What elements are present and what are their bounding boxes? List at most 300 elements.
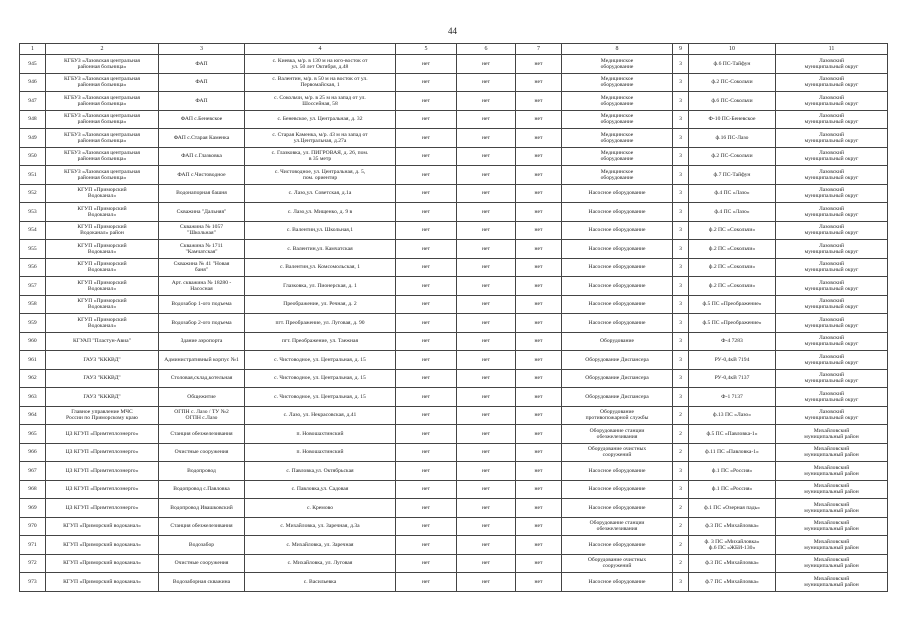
col6-value-cell: нет bbox=[457, 147, 516, 166]
category-cell: 3 bbox=[673, 55, 689, 74]
header-cell-1: 1 bbox=[20, 44, 46, 55]
row-number-cell: 969 bbox=[20, 499, 46, 518]
equipment-type-cell: Насосное оборудование bbox=[562, 277, 673, 296]
object-name-cell: Водозабор bbox=[159, 536, 245, 555]
equipment-type-cell: Оборудование очистных сооружений bbox=[562, 554, 673, 573]
col5-value-cell: нет bbox=[396, 351, 457, 370]
col6-value-cell: нет bbox=[457, 388, 516, 407]
col5-value-cell: нет bbox=[396, 443, 457, 462]
object-name-cell: Скважина № 1057 "Школьная" bbox=[159, 221, 245, 240]
organization-cell: КГБУЗ «Лазовская центральная районная больница» bbox=[46, 129, 159, 148]
category-cell: 3 bbox=[673, 129, 689, 148]
address-cell: с. Валентин,ул. Камчатская bbox=[245, 240, 396, 259]
organization-cell: КГУП «Приморский Водоканал» bbox=[46, 240, 159, 259]
district-cell: Лазовский муниципальный округ bbox=[776, 351, 888, 370]
category-cell: 3 bbox=[673, 92, 689, 111]
address-cell: с. Чистоводное, ул. Центральная, д. 15 bbox=[245, 351, 396, 370]
table-row bbox=[20, 314, 888, 333]
district-cell: Лазовский муниципальный округ bbox=[776, 277, 888, 296]
feeder-cell: ф.2 ПС «Сокольчи» bbox=[689, 277, 776, 296]
equipment-type-cell: Насосное оборудование bbox=[562, 184, 673, 203]
address-cell: с. Чистоводное, ул. Центральная, д. 15 bbox=[245, 369, 396, 388]
district-cell: Лазовский муниципальный округ bbox=[776, 314, 888, 333]
col5-value-cell: нет bbox=[396, 147, 457, 166]
organization-cell: КГБУЗ «Лазовская центральная районная больница» bbox=[46, 166, 159, 185]
col7-value-cell: нет bbox=[516, 73, 562, 92]
object-name-cell: Арт. скважина № 18280 - Насосная bbox=[159, 277, 245, 296]
district-cell: Лазовский муниципальный округ bbox=[776, 55, 888, 74]
row-number-cell: 958 bbox=[20, 295, 46, 314]
category-cell: 3 bbox=[673, 462, 689, 481]
feeder-cell: ф.5 ПС «Преображение» bbox=[689, 295, 776, 314]
table-row bbox=[20, 92, 888, 111]
feeder-cell: ф.3 ПС «Михайловка» bbox=[689, 554, 776, 573]
col6-value-cell: нет bbox=[457, 425, 516, 444]
table-row bbox=[20, 110, 888, 129]
organization-cell: КГБУЗ «Лазовская центральная районная больница» bbox=[46, 92, 159, 111]
header-cell-6: 6 bbox=[457, 44, 516, 55]
equipment-type-cell: Оборудование Диспансера bbox=[562, 351, 673, 370]
organization-cell: ГАУЗ "КККВД" bbox=[46, 388, 159, 407]
col6-value-cell: нет bbox=[457, 369, 516, 388]
category-cell: 3 bbox=[673, 184, 689, 203]
table-row bbox=[20, 406, 888, 425]
col5-value-cell: нет bbox=[396, 425, 457, 444]
col5-value-cell: нет bbox=[396, 462, 457, 481]
col5-value-cell: нет bbox=[396, 203, 457, 222]
row-number-cell: 946 bbox=[20, 73, 46, 92]
col7-value-cell: нет bbox=[516, 480, 562, 499]
equipment-type-cell: Медицинское оборудование bbox=[562, 110, 673, 129]
col5-value-cell: нет bbox=[396, 295, 457, 314]
table-row bbox=[20, 332, 888, 351]
organization-cell: КГУП «Приморский Водоканал» bbox=[46, 295, 159, 314]
organization-cell: ЦЗ КГУП «Примтеплоэнерго» bbox=[46, 480, 159, 499]
feeder-cell: ф.7 ПС «Михайловка» bbox=[689, 573, 776, 592]
feeder-cell: ф.6 ПС-Тайфун bbox=[689, 55, 776, 74]
district-cell: Михайловский муниципальный район bbox=[776, 554, 888, 573]
organization-cell: КГБУЗ «Лазовская центральная районная больница» bbox=[46, 73, 159, 92]
organization-cell: КГУП «Приморский Водоканал» bbox=[46, 184, 159, 203]
row-number-cell: 972 bbox=[20, 554, 46, 573]
object-name-cell: Водопровод bbox=[159, 462, 245, 481]
organization-cell: ЦЗ КГУП «Примтеплоэнерго» bbox=[46, 425, 159, 444]
equipment-type-cell: Насосное оборудование bbox=[562, 295, 673, 314]
address-cell: пгт. Преображение, ул. Луговая, д. 90 bbox=[245, 314, 396, 333]
category-cell: 3 bbox=[673, 314, 689, 333]
category-cell: 3 bbox=[673, 258, 689, 277]
feeder-cell: ф.1 ПС «Озерная падь» bbox=[689, 499, 776, 518]
header-cell-9: 9 bbox=[673, 44, 689, 55]
col7-value-cell: нет bbox=[516, 295, 562, 314]
equipment-type-cell: Оборудование очистных сооружений bbox=[562, 443, 673, 462]
organization-cell: КГУП «Приморский водоканал» bbox=[46, 554, 159, 573]
table-row bbox=[20, 554, 888, 573]
category-cell: 3 bbox=[673, 203, 689, 222]
col7-value-cell: нет bbox=[516, 369, 562, 388]
row-number-cell: 971 bbox=[20, 536, 46, 555]
feeder-cell: ф.2 ПС-Сокольчи bbox=[689, 73, 776, 92]
col6-value-cell: нет bbox=[457, 203, 516, 222]
address-cell: с. Михайловка, ул. Луговая bbox=[245, 554, 396, 573]
equipment-type-cell: Медицинское оборудование bbox=[562, 92, 673, 111]
organization-cell: КГУП «Приморский Водоканал» bbox=[46, 203, 159, 222]
col5-value-cell: нет bbox=[396, 406, 457, 425]
col5-value-cell: нет bbox=[396, 388, 457, 407]
district-cell: Михайловский муниципальный район bbox=[776, 443, 888, 462]
district-cell: Михайловский муниципальный район bbox=[776, 536, 888, 555]
address-cell: с. Чистоводное, ул. Центральная, д. 15 bbox=[245, 388, 396, 407]
object-name-cell: ФАП bbox=[159, 55, 245, 74]
equipment-type-cell: Насосное оборудование bbox=[562, 203, 673, 222]
table-row bbox=[20, 55, 888, 74]
equipment-type-cell: Медицинское оборудование bbox=[562, 73, 673, 92]
feeder-cell: ф.2 ПС «Сокольчи» bbox=[689, 221, 776, 240]
table-row bbox=[20, 388, 888, 407]
address-cell: с. Кремово bbox=[245, 499, 396, 518]
feeder-cell: ф.2 ПС «Сокольчи» bbox=[689, 258, 776, 277]
col5-value-cell: нет bbox=[396, 517, 457, 536]
district-cell: Михайловский муниципальный район bbox=[776, 425, 888, 444]
organization-cell: КГБУЗ «Лазовская центральная районная больница» bbox=[46, 147, 159, 166]
address-cell: Глазковка, ул. Пионерская, д. 1 bbox=[245, 277, 396, 296]
header-cell-2: 2 bbox=[46, 44, 159, 55]
col7-value-cell: нет bbox=[516, 573, 562, 592]
row-number-cell: 961 bbox=[20, 351, 46, 370]
organization-cell: КГУП «Приморский Водоканал» bbox=[46, 314, 159, 333]
organization-cell: КГУП «Приморский водоканал» bbox=[46, 573, 159, 592]
col5-value-cell: нет bbox=[396, 110, 457, 129]
row-number-cell: 962 bbox=[20, 369, 46, 388]
header-cell-8: 8 bbox=[562, 44, 673, 55]
address-cell: с. Лазо,ул. Советская, д.1а bbox=[245, 184, 396, 203]
object-name-cell: Общежитие bbox=[159, 388, 245, 407]
col7-value-cell: нет bbox=[516, 129, 562, 148]
col7-value-cell: нет bbox=[516, 406, 562, 425]
feeder-cell: ф.1 ПС «Россия» bbox=[689, 462, 776, 481]
organization-cell: КГУП «Приморский Водоканал» bbox=[46, 258, 159, 277]
equipment-type-cell: Оборудование станции обезжелезивания bbox=[562, 517, 673, 536]
equipment-type-cell: Оборудование bbox=[562, 332, 673, 351]
row-number-cell: 967 bbox=[20, 462, 46, 481]
category-cell: 3 bbox=[673, 369, 689, 388]
col6-value-cell: нет bbox=[457, 277, 516, 296]
category-cell: 3 bbox=[673, 110, 689, 129]
row-number-cell: 954 bbox=[20, 221, 46, 240]
col7-value-cell: нет bbox=[516, 277, 562, 296]
district-cell: Лазовский муниципальный округ bbox=[776, 73, 888, 92]
object-name-cell: Водонапорная башня bbox=[159, 184, 245, 203]
object-name-cell: ФАП с.Старая Каменка bbox=[159, 129, 245, 148]
col7-value-cell: нет bbox=[516, 55, 562, 74]
address-cell: пгт. Преображение, ул. Таежная bbox=[245, 332, 396, 351]
col7-value-cell: нет bbox=[516, 110, 562, 129]
row-number-cell: 956 bbox=[20, 258, 46, 277]
organization-cell: КГУАП "Пластун-Авиа" bbox=[46, 332, 159, 351]
col6-value-cell: нет bbox=[457, 314, 516, 333]
address-cell: с. Михайловка, ул. Заречная bbox=[245, 536, 396, 555]
col6-value-cell: нет bbox=[457, 443, 516, 462]
district-cell: Лазовский муниципальный округ bbox=[776, 92, 888, 111]
organization-cell: КГБУЗ «Лазовская центральная районная больница» bbox=[46, 55, 159, 74]
category-cell: 2 bbox=[673, 406, 689, 425]
organization-cell: КГУП «Приморский водоканал» bbox=[46, 517, 159, 536]
col5-value-cell: нет bbox=[396, 499, 457, 518]
address-cell: п. Новошахтинский bbox=[245, 443, 396, 462]
district-cell: Лазовский муниципальный округ bbox=[776, 258, 888, 277]
district-cell: Лазовский муниципальный округ bbox=[776, 203, 888, 222]
col7-value-cell: нет bbox=[516, 388, 562, 407]
col6-value-cell: нет bbox=[457, 462, 516, 481]
row-number-cell: 959 bbox=[20, 314, 46, 333]
col5-value-cell: нет bbox=[396, 166, 457, 185]
col7-value-cell: нет bbox=[516, 554, 562, 573]
address-cell: с. Лазо, ул. Некрасовская, д.41 bbox=[245, 406, 396, 425]
header-cell-3: 3 bbox=[159, 44, 245, 55]
category-cell: 3 bbox=[673, 480, 689, 499]
address-cell: с. Лазо,ул. Мищенко, д. 9 в bbox=[245, 203, 396, 222]
table-row bbox=[20, 166, 888, 185]
header-cell-11: 11 bbox=[776, 44, 888, 55]
organization-cell: ЦЗ КГУП «Примтеплоэнерго» bbox=[46, 499, 159, 518]
category-cell: 2 bbox=[673, 517, 689, 536]
col6-value-cell: нет bbox=[457, 184, 516, 203]
address-cell: с. Киевка, м/р. в 130 м на юго-восток от ул. 50 лет Октября, д.48 bbox=[245, 55, 396, 74]
district-cell: Михайловский муниципальный район bbox=[776, 573, 888, 592]
col6-value-cell: нет bbox=[457, 573, 516, 592]
table-row bbox=[20, 221, 888, 240]
col5-value-cell: нет bbox=[396, 536, 457, 555]
row-number-cell: 965 bbox=[20, 425, 46, 444]
table-row bbox=[20, 573, 888, 592]
equipment-type-cell: Насосное оборудование bbox=[562, 221, 673, 240]
category-cell: 2 bbox=[673, 536, 689, 555]
header-cell-4: 4 bbox=[245, 44, 396, 55]
table-row bbox=[20, 462, 888, 481]
object-name-cell: Скважина "Дальняя" bbox=[159, 203, 245, 222]
table-row bbox=[20, 517, 888, 536]
col5-value-cell: нет bbox=[396, 573, 457, 592]
col6-value-cell: нет bbox=[457, 536, 516, 555]
object-name-cell: Водозабор 1-ого подъема bbox=[159, 295, 245, 314]
equipment-type-cell: Насосное оборудование bbox=[562, 573, 673, 592]
feeder-cell: ф.16 ПС-Лазо bbox=[689, 129, 776, 148]
col6-value-cell: нет bbox=[457, 221, 516, 240]
object-name-cell: Скважина № 41 "Новая баня" bbox=[159, 258, 245, 277]
address-cell: Преображение, ул. Речная, д. 2 bbox=[245, 295, 396, 314]
col7-value-cell: нет bbox=[516, 314, 562, 333]
row-number-cell: 949 bbox=[20, 129, 46, 148]
equipment-type-cell: Оборудование Диспансера bbox=[562, 369, 673, 388]
col5-value-cell: нет bbox=[396, 55, 457, 74]
row-number-cell: 948 bbox=[20, 110, 46, 129]
object-name-cell: Здание аэропорта bbox=[159, 332, 245, 351]
district-cell: Лазовский муниципальный округ bbox=[776, 240, 888, 259]
col5-value-cell: нет bbox=[396, 277, 457, 296]
table-row bbox=[20, 240, 888, 259]
feeder-cell: ф.1 ПС «Россия» bbox=[689, 480, 776, 499]
page-number: 44 bbox=[448, 26, 457, 36]
address-cell: с. Павловка,ул. Садовая bbox=[245, 480, 396, 499]
organization-cell: КГУП «Приморский Водоканал» район bbox=[46, 221, 159, 240]
col5-value-cell: нет bbox=[396, 369, 457, 388]
row-number-cell: 970 bbox=[20, 517, 46, 536]
col6-value-cell: нет bbox=[457, 110, 516, 129]
district-cell: Михайловский муниципальный район bbox=[776, 480, 888, 499]
feeder-cell: Ф-10 ПС-Беневское bbox=[689, 110, 776, 129]
category-cell: 3 bbox=[673, 73, 689, 92]
col6-value-cell: нет bbox=[457, 332, 516, 351]
col5-value-cell: нет bbox=[396, 314, 457, 333]
district-cell: Лазовский муниципальный округ bbox=[776, 166, 888, 185]
feeder-cell: ф. 3 ПС «Михайловка» ф.6 ПС «ЖБИ-130» bbox=[689, 536, 776, 555]
col5-value-cell: нет bbox=[396, 73, 457, 92]
equipment-type-cell: Насосное оборудование bbox=[562, 536, 673, 555]
category-cell: 3 bbox=[673, 573, 689, 592]
category-cell: 3 bbox=[673, 351, 689, 370]
table-row bbox=[20, 258, 888, 277]
object-name-cell: Станция обезжелезивания bbox=[159, 425, 245, 444]
col5-value-cell: нет bbox=[396, 240, 457, 259]
equipment-type-cell: Насосное оборудование bbox=[562, 258, 673, 277]
row-number-cell: 968 bbox=[20, 480, 46, 499]
object-name-cell: Очистные сооружения bbox=[159, 443, 245, 462]
row-number-cell: 963 bbox=[20, 388, 46, 407]
col7-value-cell: нет bbox=[516, 166, 562, 185]
equipment-type-cell: Насосное оборудование bbox=[562, 240, 673, 259]
address-cell: с. Михайловка, ул. Заречная, д.3а bbox=[245, 517, 396, 536]
object-name-cell: Водопровод Ивашковский bbox=[159, 499, 245, 518]
organization-cell: ЦЗ КГУП «Примтеплоэнерго» bbox=[46, 462, 159, 481]
col5-value-cell: нет bbox=[396, 258, 457, 277]
table-row bbox=[20, 443, 888, 462]
feeder-cell: ф.4 ПС «Лазо» bbox=[689, 203, 776, 222]
col6-value-cell: нет bbox=[457, 73, 516, 92]
district-cell: Лазовский муниципальный округ bbox=[776, 369, 888, 388]
col7-value-cell: нет bbox=[516, 147, 562, 166]
col5-value-cell: нет bbox=[396, 221, 457, 240]
col7-value-cell: нет bbox=[516, 517, 562, 536]
col7-value-cell: нет bbox=[516, 499, 562, 518]
col6-value-cell: нет bbox=[457, 129, 516, 148]
col6-value-cell: нет bbox=[457, 166, 516, 185]
col6-value-cell: нет bbox=[457, 517, 516, 536]
district-cell: Лазовский муниципальный округ bbox=[776, 406, 888, 425]
district-cell: Лазовский муниципальный округ bbox=[776, 388, 888, 407]
col5-value-cell: нет bbox=[396, 129, 457, 148]
feeder-cell: ф.6 ПС-Сокольчи bbox=[689, 92, 776, 111]
table-body bbox=[20, 44, 888, 592]
category-cell: 3 bbox=[673, 332, 689, 351]
object-name-cell: Столовая,склад,котельная bbox=[159, 369, 245, 388]
district-cell: Лазовский муниципальный округ bbox=[776, 332, 888, 351]
col6-value-cell: нет bbox=[457, 92, 516, 111]
row-number-cell: 960 bbox=[20, 332, 46, 351]
col6-value-cell: нет bbox=[457, 554, 516, 573]
category-cell: 2 bbox=[673, 554, 689, 573]
address-cell: с. Валентин,ул. Школьная,1 bbox=[245, 221, 396, 240]
col6-value-cell: нет bbox=[457, 295, 516, 314]
col7-value-cell: нет bbox=[516, 536, 562, 555]
col7-value-cell: нет bbox=[516, 425, 562, 444]
district-cell: Лазовский муниципальный округ bbox=[776, 129, 888, 148]
col7-value-cell: нет bbox=[516, 221, 562, 240]
col7-value-cell: нет bbox=[516, 203, 562, 222]
feeder-cell: ф.11 ПС «Павловка-1» bbox=[689, 443, 776, 462]
object-name-cell: ФАП bbox=[159, 92, 245, 111]
table-row bbox=[20, 277, 888, 296]
table-row bbox=[20, 369, 888, 388]
col6-value-cell: нет bbox=[457, 406, 516, 425]
district-cell: Михайловский муниципальный район bbox=[776, 499, 888, 518]
equipment-table bbox=[19, 43, 888, 592]
feeder-cell: ф.2 ПС «Сокольчи» bbox=[689, 240, 776, 259]
object-name-cell: ОГПН с. Лазо / ТУ №2 ОГПН с.Лазо bbox=[159, 406, 245, 425]
row-number-cell: 950 bbox=[20, 147, 46, 166]
col5-value-cell: нет bbox=[396, 554, 457, 573]
row-number-cell: 966 bbox=[20, 443, 46, 462]
category-cell: 3 bbox=[673, 388, 689, 407]
col6-value-cell: нет bbox=[457, 480, 516, 499]
col7-value-cell: нет bbox=[516, 258, 562, 277]
equipment-type-cell: Насосное оборудование bbox=[562, 314, 673, 333]
equipment-type-cell: Оборудование станции обезжелезивания bbox=[562, 425, 673, 444]
organization-cell: ЦЗ КГУП «Примтеплоэнерго» bbox=[46, 443, 159, 462]
category-cell: 2 bbox=[673, 499, 689, 518]
object-name-cell: ФАП с.Беневское bbox=[159, 110, 245, 129]
address-cell: с. Беневское, ул. Центральная, д. 32 bbox=[245, 110, 396, 129]
address-cell: с. Глазковка, ул. ПИГРОВАЯ, д. 26, пом. в 35 метр bbox=[245, 147, 396, 166]
address-cell: с. Павловка,ул. Октябрьская bbox=[245, 462, 396, 481]
object-name-cell: Очистные сооружения bbox=[159, 554, 245, 573]
table-row bbox=[20, 203, 888, 222]
table-row bbox=[20, 425, 888, 444]
row-number-cell: 947 bbox=[20, 92, 46, 111]
address-cell: с. Сокольчи, м/р. в 25 м на запад от ул. Шоссейная, 58 bbox=[245, 92, 396, 111]
object-name-cell: ФАП bbox=[159, 73, 245, 92]
address-cell: с. Старая Каменка, м/р. 43 м на запад от ул.Центральная, д.27а bbox=[245, 129, 396, 148]
category-cell: 3 bbox=[673, 240, 689, 259]
table-row bbox=[20, 147, 888, 166]
header-cell-7: 7 bbox=[516, 44, 562, 55]
col7-value-cell: нет bbox=[516, 462, 562, 481]
equipment-type-cell: Медицинское оборудование bbox=[562, 129, 673, 148]
equipment-type-cell: Насосное оборудование bbox=[562, 499, 673, 518]
category-cell: 3 bbox=[673, 147, 689, 166]
col6-value-cell: нет bbox=[457, 351, 516, 370]
object-name-cell: Водозаборная скважина bbox=[159, 573, 245, 592]
category-cell: 3 bbox=[673, 221, 689, 240]
col7-value-cell: нет bbox=[516, 443, 562, 462]
organization-cell: ГАУЗ "КККВД" bbox=[46, 369, 159, 388]
table-row bbox=[20, 295, 888, 314]
feeder-cell: РУ-0,4кВ 7137 bbox=[689, 369, 776, 388]
category-cell: 3 bbox=[673, 277, 689, 296]
col5-value-cell: нет bbox=[396, 184, 457, 203]
district-cell: Лазовский муниципальный округ bbox=[776, 295, 888, 314]
row-number-cell: 953 bbox=[20, 203, 46, 222]
district-cell: Лазовский муниципальный округ bbox=[776, 221, 888, 240]
district-cell: Лазовский муниципальный округ bbox=[776, 110, 888, 129]
col5-value-cell: нет bbox=[396, 92, 457, 111]
table-row bbox=[20, 129, 888, 148]
col6-value-cell: нет bbox=[457, 499, 516, 518]
col7-value-cell: нет bbox=[516, 332, 562, 351]
address-cell: с. Васильевка bbox=[245, 573, 396, 592]
object-name-cell: ФАП с.Чистоводное bbox=[159, 166, 245, 185]
feeder-cell: РУ-0,4кВ 7194 bbox=[689, 351, 776, 370]
feeder-cell: ф.3 ПС «Михайловка» bbox=[689, 517, 776, 536]
